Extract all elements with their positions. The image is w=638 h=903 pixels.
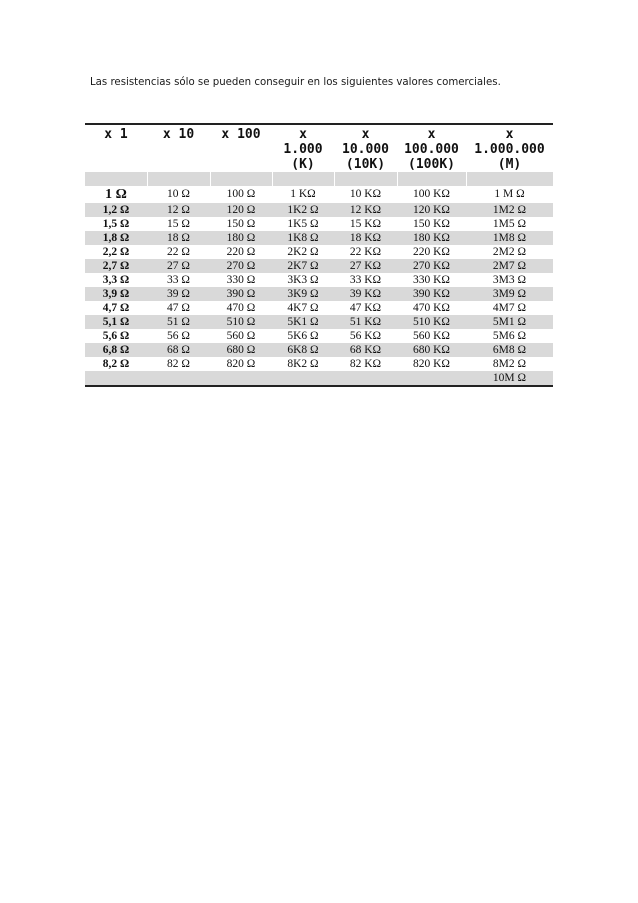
value-cell: 820 KΩ	[413, 358, 450, 370]
value-cell: 12 KΩ	[334, 203, 397, 217]
value-cell: 5M1 Ω	[466, 315, 553, 329]
value-cell: 22 Ω	[167, 246, 190, 258]
base-value-cell: 5,1 Ω	[85, 315, 147, 329]
base-value-cell: 4,7 Ω	[102, 302, 130, 314]
value-cell: 22 KΩ	[349, 246, 382, 258]
value-cell: 15 KΩ	[349, 218, 382, 230]
column-header-x1000000: x 1.000.000 (M)	[474, 127, 545, 172]
value-cell: 180 Ω	[210, 231, 272, 245]
value-cell: 680 KΩ	[397, 343, 466, 357]
value-cell: 2K7 Ω	[272, 259, 334, 273]
value-cell: 10M Ω	[466, 371, 553, 386]
table-row	[85, 245, 553, 259]
table-row	[85, 371, 553, 386]
spacer-cell	[397, 172, 466, 186]
value-cell: 15 Ω	[167, 218, 190, 230]
table-row	[85, 301, 553, 315]
value-cell: 1K5 Ω	[287, 218, 319, 230]
value-cell: 3K3 Ω	[287, 274, 319, 286]
value-cell: 39 KΩ	[334, 287, 397, 301]
value-cell: 56 KΩ	[349, 330, 382, 342]
table-row	[85, 259, 553, 273]
value-cell: 6K8 Ω	[272, 343, 334, 357]
header-row	[85, 124, 553, 172]
value-cell: 12 Ω	[147, 203, 210, 217]
table-row	[85, 343, 553, 357]
spacer-cell	[147, 172, 210, 186]
value-cell: 47 Ω	[167, 302, 190, 314]
value-cell: 10 Ω	[167, 188, 190, 200]
table-row	[85, 203, 553, 217]
value-cell: 820 Ω	[226, 358, 256, 370]
base-value-cell: 1,5 Ω	[102, 218, 130, 230]
value-cell: 560 Ω	[226, 330, 256, 342]
value-cell: 33 KΩ	[349, 274, 382, 286]
base-value-cell: 5,6 Ω	[102, 330, 130, 342]
table-body	[85, 186, 553, 386]
value-cell	[272, 371, 334, 386]
value-cell: 510 KΩ	[397, 315, 466, 329]
value-cell: 1M2 Ω	[466, 203, 553, 217]
base-value-cell: 1,2 Ω	[85, 203, 147, 217]
value-cell: 1M5 Ω	[492, 218, 527, 230]
value-cell: 2M7 Ω	[466, 259, 553, 273]
value-cell: 150 Ω	[226, 218, 256, 230]
value-cell: 390 Ω	[210, 287, 272, 301]
column-header-x100000: x 100.000 (100K)	[404, 127, 459, 172]
value-cell: 2M2 Ω	[492, 246, 527, 258]
value-cell: 47 KΩ	[349, 302, 382, 314]
value-cell: 1 KΩ	[290, 188, 316, 200]
table-row	[85, 357, 553, 371]
value-cell: 4M7 Ω	[492, 302, 527, 314]
value-cell: 5M6 Ω	[492, 330, 527, 342]
value-cell: 680 Ω	[210, 343, 272, 357]
table-header	[85, 124, 553, 186]
value-cell: 270 Ω	[210, 259, 272, 273]
value-cell: 270 KΩ	[397, 259, 466, 273]
table-row	[85, 231, 553, 245]
column-header-x1000: x 1.000 (K)	[283, 127, 323, 172]
value-cell: 2K2 Ω	[287, 246, 319, 258]
spacer-cell	[466, 172, 553, 186]
value-cell: 27 KΩ	[334, 259, 397, 273]
base-value-cell: 1,8 Ω	[85, 231, 147, 245]
value-cell: 470 Ω	[226, 302, 256, 314]
value-cell: 51 Ω	[147, 315, 210, 329]
value-cell: 1K2 Ω	[272, 203, 334, 217]
value-cell: 8M2 Ω	[492, 358, 527, 370]
value-cell: 18 KΩ	[334, 231, 397, 245]
column-header-x10: x 10	[162, 127, 195, 142]
value-cell	[210, 371, 272, 386]
value-cell: 510 Ω	[210, 315, 272, 329]
table-row	[85, 273, 553, 287]
table-row	[85, 287, 553, 301]
resistor-values-table	[85, 123, 553, 387]
value-cell: 18 Ω	[147, 231, 210, 245]
spacer-cell	[85, 172, 147, 186]
value-cell	[334, 371, 397, 386]
value-cell: 330 KΩ	[413, 274, 450, 286]
value-cell: 100 KΩ	[413, 188, 450, 200]
header-spacer-row	[85, 172, 553, 186]
table-row	[85, 186, 553, 203]
value-cell: 1K8 Ω	[272, 231, 334, 245]
value-cell: 39 Ω	[147, 287, 210, 301]
value-cell: 82 KΩ	[349, 358, 382, 370]
value-cell: 10 KΩ	[349, 188, 382, 200]
value-cell: 51 KΩ	[334, 315, 397, 329]
value-cell: 390 KΩ	[397, 287, 466, 301]
value-cell: 3M3 Ω	[492, 274, 527, 286]
base-value-cell: 3,3 Ω	[102, 274, 130, 286]
value-cell: 470 KΩ	[413, 302, 450, 314]
value-cell: 33 Ω	[167, 274, 190, 286]
table-row	[85, 315, 553, 329]
value-cell: 68 Ω	[147, 343, 210, 357]
base-value-cell: 6,8 Ω	[85, 343, 147, 357]
value-cell: 68 KΩ	[334, 343, 397, 357]
value-cell: 330 Ω	[226, 274, 256, 286]
spacer-cell	[210, 172, 272, 186]
spacer-cell	[334, 172, 397, 186]
value-cell: 1 M Ω	[494, 188, 525, 200]
base-value-cell: 3,9 Ω	[85, 287, 147, 301]
value-cell: 120 KΩ	[397, 203, 466, 217]
value-cell	[397, 371, 466, 386]
value-cell: 8K2 Ω	[287, 358, 319, 370]
value-cell	[147, 371, 210, 386]
value-cell: 220 KΩ	[413, 246, 450, 258]
value-cell: 180 KΩ	[397, 231, 466, 245]
value-cell: 6M8 Ω	[466, 343, 553, 357]
value-cell: 82 Ω	[167, 358, 190, 370]
value-cell: 56 Ω	[167, 330, 190, 342]
table-row	[85, 329, 553, 343]
base-value-cell: 2,2 Ω	[102, 246, 130, 258]
value-cell: 27 Ω	[147, 259, 210, 273]
base-value-cell	[85, 371, 147, 386]
column-header-x1: x 1	[104, 127, 128, 142]
value-cell: 560 KΩ	[413, 330, 450, 342]
column-header-x100: x 100	[221, 127, 261, 142]
value-cell: 120 Ω	[210, 203, 272, 217]
value-cell: 5K1 Ω	[272, 315, 334, 329]
value-cell: 3M9 Ω	[466, 287, 553, 301]
intro-text: Las resistencias sólo se pueden conseguir en los siguientes valores comerciales.	[90, 77, 501, 88]
value-cell: 1M8 Ω	[466, 231, 553, 245]
value-cell: 4K7 Ω	[287, 302, 319, 314]
column-header-x10000: x 10.000 (10K)	[342, 127, 389, 172]
table-row	[85, 217, 553, 231]
value-cell: 100 Ω	[226, 188, 256, 200]
value-cell: 150 KΩ	[413, 218, 450, 230]
value-cell: 3K9 Ω	[272, 287, 334, 301]
value-cell: 220 Ω	[226, 246, 256, 258]
base-value-cell: 8,2 Ω	[102, 358, 130, 370]
base-value-cell: 2,7 Ω	[85, 259, 147, 273]
value-cell: 5K6 Ω	[287, 330, 319, 342]
spacer-cell	[272, 172, 334, 186]
base-value-cell: 1 Ω	[105, 187, 127, 202]
